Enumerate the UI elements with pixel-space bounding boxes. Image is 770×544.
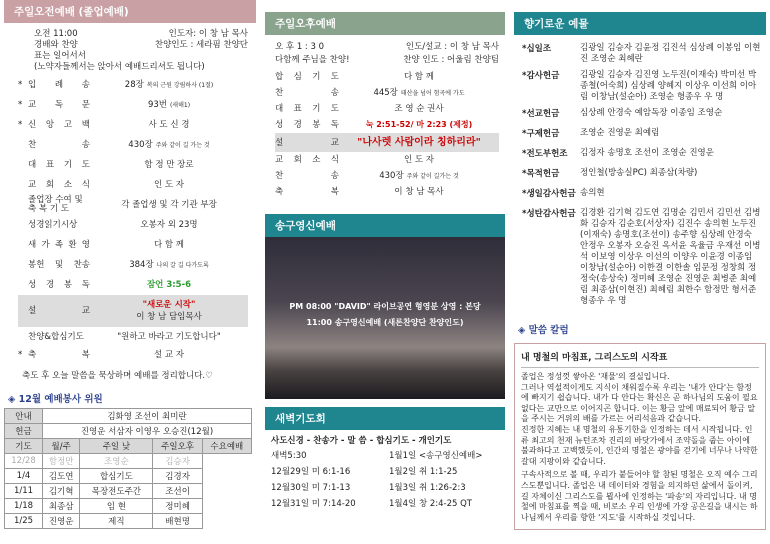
offering-row: [522, 208, 762, 307]
order-value: 384장: [129, 259, 154, 270]
graduation-row: [18, 195, 248, 215]
afternoon-service-column: [265, 0, 505, 512]
sermon-label: 설 교: [28, 306, 90, 316]
offering-row: [522, 128, 762, 143]
order-value-wrap: [90, 219, 248, 231]
dawn-prayer: [265, 430, 505, 512]
scripture-value: 잠언 3:5-6: [146, 280, 192, 290]
guide-value: 김화영 조선이 최미란: [43, 409, 252, 424]
order-value-note: 나의 갈 길 다가도록: [156, 261, 209, 269]
order-value: 눅 2:51-52/ 마 2:23 (제정): [365, 120, 473, 129]
afternoon-choir: 찬양 인도 : 어울림 찬양팀: [403, 55, 499, 65]
offering-label: *십일조: [522, 44, 552, 54]
morning-note1: 표는 일어서서: [34, 51, 86, 61]
morning-order-row: [18, 155, 248, 175]
pray-label: 기도: [5, 439, 43, 454]
afternoon-intro: [265, 35, 505, 67]
morning-intro: [4, 23, 256, 73]
morning-choir-leader: 찬양인도 : 세라핌 찬양단: [154, 40, 248, 50]
blessing-mark: *: [18, 350, 23, 360]
order-mark: *: [18, 120, 23, 130]
dawn-sub: 사도신경 - 찬송가 - 말 씀 - 합심기도 - 개인기도: [271, 436, 452, 446]
morning-time: 오전 11:00: [34, 29, 78, 39]
morning-service-column: [4, 0, 256, 529]
dawn-right: 1월4일 창 2:4-25 QT: [389, 499, 473, 509]
afternoon-order-row: [275, 85, 499, 101]
service-table: [4, 408, 252, 529]
afternoon-order-row: [275, 133, 499, 152]
order-value-wrap: [90, 239, 248, 251]
sermon-row: [18, 295, 248, 327]
afternoon-praise: 다함께 주님을 찬양!: [275, 55, 350, 65]
offering-names: 송의현: [580, 188, 605, 198]
th-week: 월/주: [43, 439, 80, 454]
sermon-pastor: 이 창 남 담임목사: [136, 312, 202, 322]
afternoon-order-row: [275, 117, 499, 133]
offering-label: *성탄감사헌금: [522, 209, 576, 219]
order-value: 430장: [128, 139, 153, 150]
morning-order-row: [18, 95, 248, 115]
offering-row: [522, 188, 762, 203]
blessing-label: 축 복: [28, 350, 90, 360]
order-value-wrap: [339, 71, 499, 83]
order-value-note: 태산을 넘어 험곡에 가도: [400, 89, 465, 97]
prayer-label: 찬양&합심기도: [28, 332, 84, 342]
dawn-row: [271, 496, 501, 512]
order-value-wrap: [90, 159, 248, 171]
service-row: [5, 454, 252, 469]
dawn-row: [271, 480, 501, 496]
order-label: 대 표 기 도: [275, 104, 339, 114]
order-value-note: 복의 근원 강림하사 (1절): [146, 81, 214, 89]
morning-order-row: [18, 255, 248, 275]
offering-names: 심상례 안경숙 예암독장 이종임 조영순: [580, 108, 723, 118]
order-label: 성 경 봉 독: [275, 120, 339, 130]
offering-names: 조영순 진영운 최예림: [580, 128, 660, 138]
order-label: 새 가 족 환 영: [28, 240, 90, 250]
order-value: 93번: [147, 99, 167, 110]
offering-label: 헌금: [5, 424, 43, 439]
guide-label: 안내: [5, 409, 43, 424]
service-cell: 김도연: [43, 469, 80, 484]
service-cell: 12/28: [5, 454, 43, 469]
th-sunday: 주일 낮: [80, 439, 153, 454]
order-label: 교 독 문: [28, 100, 90, 110]
service-cell: 합심기도: [80, 469, 153, 484]
th-wednesday: 수요예배: [202, 439, 251, 454]
order-value-wrap: [339, 170, 499, 183]
dawn-left: 12월31일 미 7:14-20: [271, 499, 356, 509]
service-row: [5, 469, 252, 484]
service-cell: 배현명: [153, 514, 202, 529]
service-cell: 1/18: [5, 499, 43, 514]
service-cell: 정미혜: [153, 499, 202, 514]
offering-row: [522, 168, 762, 183]
morning-order-row: [18, 235, 248, 255]
service-cell: 조선이: [153, 484, 202, 499]
blessing-row: [18, 347, 248, 363]
offerings-list: [514, 35, 766, 307]
order-label: 입 례 송: [28, 80, 90, 90]
order-label: 봉헌 및 찬송: [28, 260, 90, 270]
order-label: 찬 송: [275, 88, 339, 98]
sermon-title: "새로운 시작": [142, 300, 196, 310]
morning-praise-intro: 경배와 찬양: [34, 40, 78, 50]
morning-order-row: [18, 135, 248, 155]
dawn-prayer-header: 새벽기도회: [265, 407, 505, 430]
blessing-value: 설 교 자: [153, 350, 185, 360]
order-value-wrap: [339, 137, 499, 149]
dawn-right-top: 1월1일 <송구영신예배>: [389, 451, 483, 461]
prayer-row: [18, 327, 248, 347]
column-box-title: 내 명철의 마침표, 그리스도의 시작표: [521, 350, 759, 368]
offerings-column: [514, 0, 766, 530]
order-label: 성경읽기시상: [28, 220, 78, 230]
order-value-note: 주와 같이 길가는 것: [406, 172, 459, 180]
afternoon-order-row: [275, 101, 499, 117]
order-value: 인 도 자: [153, 180, 185, 190]
order-value: 오봉자 외 23명: [140, 220, 198, 230]
order-mark: *: [18, 80, 23, 90]
order-value: 이 창 남 목사: [394, 187, 444, 197]
event-line-2: 11:00 송구영신예배 (새론찬양단 찬양인도): [306, 318, 464, 327]
service-row: [5, 484, 252, 499]
offering-label: *목적헌금: [522, 169, 560, 179]
order-value-note: 주와 같이 길 가는 것: [155, 141, 210, 149]
grad-label-1: 졸업장 수여 및: [28, 195, 83, 205]
dawn-left: 12월29일 미 6:1-16: [271, 467, 351, 477]
service-cell: 1/25: [5, 514, 43, 529]
order-value-wrap: [339, 119, 499, 131]
column-paragraph: 구속사적으로 볼 때, 우리가 붙들어야 할 참된 명철은 오직 예수 그리스도뿐입니다. 졸업은 내 데이터와 경험을 의지하던 삶에서 돌이켜, 길 자체이신 그리스도를 뵙사에 인정하는 '파송'의 자리입니다. 내 명철에 마침표를 찍을 때, 비로소 우리 인생에 가장 공은길을 내시는 하나님께서 우리를 향한 '지도'를 시작하실 것입니다.: [521, 470, 758, 522]
order-value: 다 함 께: [153, 240, 185, 250]
offering-label: *생일감사헌금: [522, 189, 576, 199]
service-cell: 조영순: [80, 454, 153, 469]
order-value-wrap: [90, 179, 248, 191]
service-cell: 임 현: [80, 499, 153, 514]
order-value: 함 정 만 장로: [144, 160, 194, 170]
service-row: [5, 499, 252, 514]
order-value-wrap: [90, 99, 248, 112]
dawn-left: 12월30일 미 7:1-13: [271, 483, 351, 493]
afternoon-order: [265, 67, 505, 200]
column-paragraph: 진정한 지혜는 내 명철의 유통기한을 인정하는 데서 시작됩니다. 인류 최고의 천재 뉴턴조차 진리의 바닷가에서 조약돌을 줍는 아이에 불과하다고 고백했듯이, 인간의 명철은 광야를 걷기에 너무나 나약한 갈대 지팡이와 같습니다.: [521, 424, 758, 466]
afternoon-time: 오 후 1 : 3 0: [275, 42, 325, 52]
offering-names: 김정자 송명호 조선이 조영순 진영운: [580, 148, 714, 158]
service-cell: 김승자: [153, 454, 202, 469]
service-cell: 1/4: [5, 469, 43, 484]
offering-row: [522, 148, 762, 163]
column-paragraph: 그러나 역설적이게도 지식이 채워질수록 우리는 '내가 안다'는 함정에 빠지기 쉽습니다. 내가 다 안다는 확신은 곧 하나님의 도움이 필요 없다는 교만으로 이어지곤 합니다. 이는 황금 앞에 매료되어 황금 알을 주시는 거위의 배를 가르는 어리석음과 같습니다.: [521, 382, 758, 424]
order-label: 축 복: [275, 187, 339, 197]
dawn-right: 1월3일 취 1:26-2:3: [389, 483, 466, 493]
prayer-value: "원하고 바라고 기도합니다": [117, 332, 221, 342]
offering-label: *구제헌금: [522, 129, 560, 139]
morning-order-row: [18, 75, 248, 95]
order-label: 신 앙 고 백: [28, 120, 90, 130]
dawn-right: 1월2일 취 1:1-25: [389, 467, 458, 477]
order-label: 대 표 기 도: [28, 160, 90, 170]
offering-label: *감사헌금: [522, 71, 560, 81]
morning-order-row: [18, 215, 248, 235]
order-value-wrap: [339, 103, 499, 115]
morning-leader: 인도자: 이 창 남 목사: [168, 29, 248, 39]
offerings-header: 향기로운 예물: [514, 12, 766, 35]
order-value-note: (새해1): [169, 101, 191, 109]
service-cell: 진영운: [43, 514, 80, 529]
event-photo: [265, 237, 505, 399]
order-value: 430장: [379, 170, 404, 181]
offering-label: *선교헌금: [522, 109, 560, 119]
morning-closing: 축도 후 오늘 말씀을 묵상하며 예배를 정리합니다.♡: [22, 371, 213, 381]
afternoon-order-row: [275, 152, 499, 168]
service-cell: 김기혁: [43, 484, 80, 499]
order-label: 설 교: [275, 137, 339, 148]
order-value: 445장: [373, 87, 398, 98]
order-value-wrap: [339, 87, 499, 100]
morning-service-header: 주일오전예배 (졸업예배): [4, 0, 256, 23]
dawn-time: 새벽5:30: [271, 451, 307, 461]
order-value: 사 도 신 경: [148, 120, 190, 130]
order-value: 다 함 께: [403, 72, 435, 82]
order-value-wrap: [90, 119, 248, 131]
offering-names: 정인철(방송실PC) 최종삼(차량): [580, 168, 698, 178]
service-row: [5, 514, 252, 529]
morning-order-row: [18, 175, 248, 195]
order-value: 조 영 순 권사: [394, 104, 444, 114]
morning-note2: (노약자들께서는 앉아서 예배드리셔도 됩니다): [34, 62, 205, 72]
event-line-1: PM 08:00 "DAVID" 라이브공연 형영분 상영 : 본당: [289, 302, 481, 311]
afternoon-header: 주일오후예배: [265, 12, 505, 35]
order-label: 합 심 기 도: [275, 72, 339, 82]
offering-row: [522, 108, 762, 123]
offering-row: [522, 70, 762, 103]
offering-row: [522, 43, 762, 65]
scripture-label: 성 경 봉 독: [28, 280, 90, 290]
order-value-wrap: [339, 154, 499, 166]
order-mark: *: [18, 100, 23, 110]
morning-order: [4, 73, 256, 381]
order-value: 인 도 자: [403, 155, 435, 165]
order-value-wrap: [90, 139, 248, 152]
offering-label: *전도부헌조: [522, 149, 568, 159]
scripture-row: [18, 275, 248, 295]
order-value-wrap: [90, 259, 248, 272]
order-label: 찬 송: [28, 140, 90, 150]
afternoon-order-row: [275, 168, 499, 184]
column-title: ◈ 말씀 칼럼: [518, 325, 569, 336]
year-end-header: 송구영신예배: [265, 214, 505, 237]
order-label: 교 회 소 식: [28, 180, 90, 190]
service-cell: 함정만: [43, 454, 80, 469]
offering-value: 진영운 서삼자 이영우 오승진(12월): [43, 424, 252, 439]
offering-names: 김경환 김기혁 김도연 김명순 김민서 김민선 김병화 김승자 김순호(서상자) 김진수 송의현 노두진(이재숙) 송명호(조선이) 송주향 심상례 안경숙 안정우 오봉자 오승진 옥서윤 옥율금 우재선 이병석 이보영 이상우 이선의 이양우 이윤경 이종임 이창남(설순아) 이한결 이한솔 임문정 정창희 정정숙(송상숙) 정미혜 조영순 진영운 최병준 최예림 최종삼(이현진) 최혜림 최한수 함정만 형서준 형종우 우 명: [580, 208, 761, 306]
order-value-wrap: [90, 79, 248, 92]
column-paragraph: 졸업은 정성껏 쌓아온 '재물'의 결실입니다.: [521, 372, 670, 381]
grad-label-2: 축 복 기 도: [28, 204, 69, 214]
th-afternoon: 주일오후: [153, 439, 202, 454]
afternoon-order-row: [275, 69, 499, 85]
grad-value: 각 졸업생 및 각 기관 부장: [121, 200, 217, 210]
order-label: 교 회 소 식: [275, 155, 339, 165]
service-committee-title: ◈ 12월 예배봉사 위원: [8, 394, 103, 405]
service-cell: 1/11: [5, 484, 43, 499]
offering-names: 김광일 김승자 김진영 노두진(이재숙) 박미선 박종철(어숙희) 심상례 양혜지 이상우 이선희 이아림 이창남(설순아) 조영순 형종우 우 명: [580, 70, 757, 102]
order-value: "나사렛 사람이라 칭하리라": [357, 136, 481, 148]
dawn-row: [271, 464, 501, 480]
service-cell: 최종삼: [43, 499, 80, 514]
service-cell: 제직: [80, 514, 153, 529]
morning-order-row: [18, 115, 248, 135]
service-cell: 목장전도주간: [80, 484, 153, 499]
offering-names: 김광일 김승자 김윤정 김진석 심상례 이봉임 이현진 조영순 최혜란: [580, 43, 761, 64]
column-box: [514, 343, 766, 530]
order-value-wrap: [339, 186, 499, 198]
afternoon-order-row: [275, 184, 499, 200]
order-value: 28장: [124, 79, 144, 90]
service-cell: 김경자: [153, 469, 202, 484]
order-label: 찬 송: [275, 171, 339, 181]
afternoon-leader: 인도/설교 : 이 창 남 목사: [405, 42, 499, 52]
